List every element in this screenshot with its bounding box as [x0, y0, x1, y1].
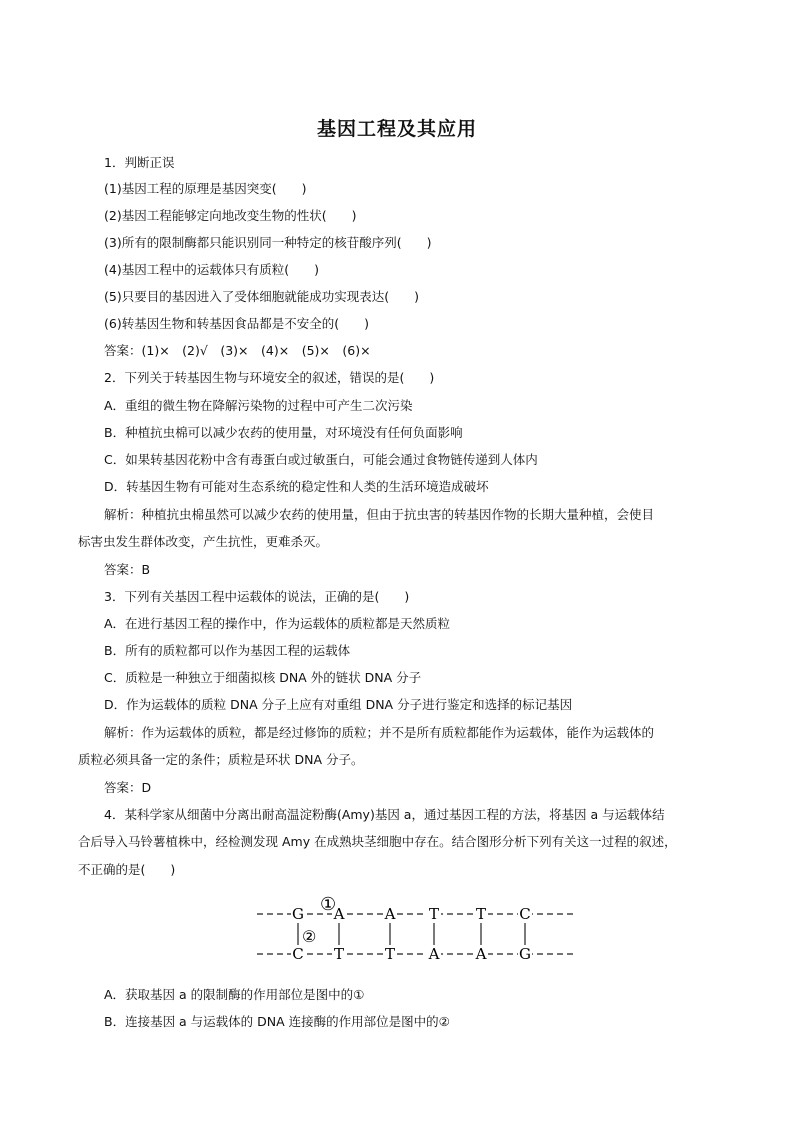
q3-option-c: C．质粒是一种独立于细菌拟核 DNA 外的链状 DNA 分子	[104, 670, 422, 685]
top-base-1: G	[292, 905, 304, 923]
q1-item-5: (5)只要目的基因进入了受体细胞就能成功实现表达( )	[104, 289, 419, 304]
q2-option-b: B．种植抗虫棉可以减少农药的使用量，对环境没有任何负面影响	[104, 425, 463, 440]
top-base-4: T	[428, 905, 440, 923]
q4-option-b: B．连接基因 a 与运载体的 DNA 连接酶的作用部位是图中的②	[104, 1014, 450, 1029]
bottom-base-1: C	[292, 945, 304, 963]
q3-stem: 3．下列有关基因工程中运载体的说法，正确的是( )	[104, 589, 410, 604]
dna-strand-figure	[255, 892, 575, 972]
q3-option-b: B．所有的质粒都可以作为基因工程的运载体	[104, 643, 351, 658]
q3-answer: 答案：D	[104, 780, 152, 795]
q4-stem-line-2: 合后导入马铃薯植株中，经检测发现 Amy 在成熟块茎细胞中存在。结合图形分析下列有关这一过程的叙述，	[78, 834, 677, 849]
q2-option-c: C．如果转基因花粉中含有毒蛋白或过敏蛋白，可能会通过食物链传递到人体内	[104, 452, 538, 467]
q1-item-1: (1)基因工程的原理是基因突变( )	[104, 181, 307, 196]
q4-stem-line-3: 不正确的是( )	[78, 862, 176, 877]
q3-option-a: A．在进行基因工程的操作中，作为运载体的质粒都是天然质粒	[104, 616, 451, 631]
q1-stem: 1．判断正误	[104, 155, 175, 170]
top-base-2: A	[333, 905, 345, 923]
marker-1: ①	[320, 894, 337, 915]
q1-item-2: (2)基因工程能够定向地改变生物的性状( )	[104, 208, 357, 223]
q1-item-4: (4)基因工程中的运载体只有质粒( )	[104, 262, 319, 277]
q2-option-d: D．转基因生物有可能对生态系统的稳定性和人类的生活环境造成破坏	[104, 479, 489, 494]
marker-2: ②	[302, 927, 317, 946]
bottom-base-5: A	[475, 945, 487, 963]
bottom-base-6: G	[519, 945, 531, 963]
top-base-6: C	[519, 905, 531, 923]
q2-option-a: A．重组的微生物在降解污染物的过程中可产生二次污染	[104, 398, 413, 413]
q3-analysis-line-1: 解析：作为运载体的质粒，都是经过修饰的质粒；并不是所有质粒都能作为运载体，能作为运载体的	[104, 725, 655, 740]
q4-stem-line-1: 4．某科学家从细菌中分离出耐高温淀粉酶(Amy)基因 a，通过基因工程的方法，将基因 a 与运载体结	[104, 807, 665, 822]
q1-item-3: (3)所有的限制酶都只能识别同一种特定的核苷酸序列( )	[104, 235, 432, 250]
q3-option-d: D．作为运载体的质粒 DNA 分子上应有对重组 DNA 分子进行鉴定和选择的标记基因	[104, 697, 573, 712]
q2-stem: 2．下列关于转基因生物与环境安全的叙述，错误的是( )	[104, 370, 435, 385]
bottom-base-3: T	[384, 945, 396, 963]
bottom-base-2: T	[333, 945, 345, 963]
page-title: 基因工程及其应用	[316, 118, 477, 140]
q3-analysis-line-2: 质粒必须具备一定的条件；质粒是环状 DNA 分子。	[78, 752, 364, 767]
q2-answer: 答案：B	[104, 562, 151, 577]
q1-answer: 答案：(1)× (2)√ (3)× (4)× (5)× (6)×	[104, 343, 371, 358]
q4-option-a: A．获取基因 a 的限制酶的作用部位是图中的①	[104, 987, 365, 1002]
q2-analysis-line-2: 标害虫发生群体改变，产生抗性，更难杀灭。	[78, 534, 329, 549]
top-base-3: A	[384, 905, 396, 923]
top-base-5: T	[475, 905, 487, 923]
bottom-base-4: A	[428, 945, 440, 963]
q2-analysis-line-1: 解析：种植抗虫棉虽然可以减少农药的使用量，但由于抗虫害的转基因作物的长期大量种植，会使目	[104, 507, 655, 522]
q1-item-6: (6)转基因生物和转基因食品都是不安全的( )	[104, 316, 369, 331]
